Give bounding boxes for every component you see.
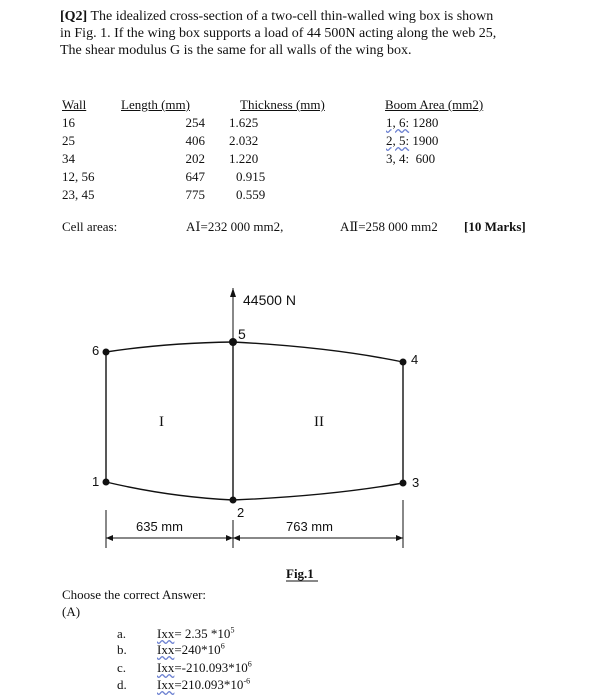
header-wall: Wall xyxy=(62,97,87,112)
row-wall: 34 xyxy=(62,151,75,166)
node-label-1: 1 xyxy=(92,474,100,489)
header-length: Length (mm) xyxy=(121,97,190,112)
row-wall: 25 xyxy=(62,133,75,148)
option-lhs: Ixx xyxy=(157,660,175,675)
row-thickness: 0.559 xyxy=(236,187,266,202)
question-line-2: in Fig. 1. If the wing box supports a load of 44 500N acting along the web 25, xyxy=(60,26,497,41)
skin-45 xyxy=(233,342,403,362)
cell-label-2: II xyxy=(314,414,324,430)
boom-2-marker xyxy=(230,497,237,504)
option-lhs: Ixx xyxy=(157,677,175,692)
marks-label: [10 Marks] xyxy=(464,219,526,234)
cell-area-1: AⅠ=232 000 mm2, xyxy=(186,219,284,234)
option-exp: -6 xyxy=(243,676,251,686)
cell-label-1: I xyxy=(159,414,164,430)
dim-arrow-icon xyxy=(106,535,113,541)
boom-1-marker xyxy=(103,479,110,486)
option-rhs: =240*10 xyxy=(174,642,221,657)
load-arrow-icon xyxy=(230,288,236,297)
dim-label-left: 635 mm xyxy=(136,519,183,534)
boom-area: 1280 xyxy=(412,115,439,130)
option-rhs: =-210.093*10 xyxy=(174,660,248,675)
cell-areas-label: Cell areas: xyxy=(62,219,118,234)
dim-arrow-icon xyxy=(226,535,233,541)
dim-arrow-icon xyxy=(396,535,403,541)
boom-area: 1900 xyxy=(412,133,439,148)
question-line-1: The idealized cross-section of a two-cell thin-walled wing box is shown xyxy=(90,9,494,24)
boom-5-marker xyxy=(229,338,237,346)
skin-12 xyxy=(106,482,233,500)
skin-23 xyxy=(233,483,403,500)
row-length: 254 xyxy=(185,115,205,130)
option-lhs: Ixx xyxy=(157,642,175,657)
boom-pair: 3, 4: xyxy=(386,151,410,166)
option-b[interactable] xyxy=(157,642,225,657)
option-b-letter[interactable]: b. xyxy=(117,642,127,657)
load-label: 44500 N xyxy=(243,292,296,308)
boom-4-marker xyxy=(400,359,407,366)
option-exp: 5 xyxy=(230,625,235,635)
dim-label-right: 763 mm xyxy=(286,519,333,534)
row-thickness: 1.220 xyxy=(229,151,259,166)
row-thickness: 1.625 xyxy=(229,115,259,130)
answer-part: (A) xyxy=(62,604,81,619)
option-d[interactable] xyxy=(157,677,250,692)
option-rhs: = 2.35 *10 xyxy=(174,626,231,641)
node-label-4: 4 xyxy=(411,352,419,367)
option-c-letter[interactable]: c. xyxy=(117,660,127,675)
row-length: 406 xyxy=(185,133,205,148)
option-exp: 6 xyxy=(247,659,252,669)
option-a-letter[interactable]: a. xyxy=(117,626,127,641)
row-wall: 12, 56 xyxy=(62,169,95,184)
boom-pair: 2, 5: xyxy=(386,133,410,148)
node-label-5: 5 xyxy=(238,326,246,342)
option-rhs: =210.093*10 xyxy=(174,677,244,692)
node-label-3: 3 xyxy=(412,475,420,490)
boom-6-marker xyxy=(103,349,110,356)
row-length: 647 xyxy=(185,169,205,184)
cell-area-2: AⅡ=258 000 mm2 xyxy=(340,219,438,234)
answer-prompt: Choose the correct Answer: xyxy=(62,587,207,602)
option-c[interactable] xyxy=(157,660,252,675)
header-thickness: Thickness (mm) xyxy=(240,97,325,112)
row-length: 775 xyxy=(185,187,205,202)
option-d-letter[interactable]: d. xyxy=(117,677,127,692)
row-wall: 16 xyxy=(62,115,75,130)
row-length: 202 xyxy=(185,151,205,166)
header-boom-area: Boom Area (mm2) xyxy=(385,97,484,112)
node-label-6: 6 xyxy=(92,343,100,358)
row-thickness: 2.032 xyxy=(229,133,259,148)
boom-3-marker xyxy=(400,480,407,487)
dim-arrow-icon xyxy=(233,535,240,541)
question-tag: [Q2] xyxy=(60,9,88,24)
option-lhs: Ixx xyxy=(157,626,175,641)
option-exp: 6 xyxy=(220,641,225,651)
option-a[interactable] xyxy=(157,626,234,641)
row-wall: 23, 45 xyxy=(62,187,95,202)
question-line-3: The shear modulus G is the same for all walls of the wing box. xyxy=(60,43,412,58)
skin-56 xyxy=(106,342,233,352)
figure-caption: Fig.1 xyxy=(286,566,314,581)
node-label-2: 2 xyxy=(237,505,245,520)
row-thickness: 0.915 xyxy=(236,169,266,184)
boom-area: 600 xyxy=(415,151,436,166)
boom-pair: 1, 6: xyxy=(386,115,410,130)
